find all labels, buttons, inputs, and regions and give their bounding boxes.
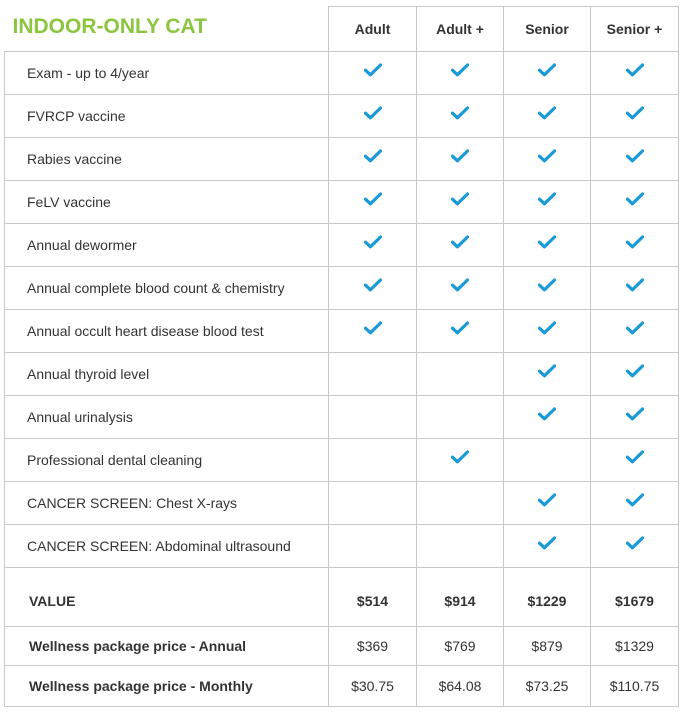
checkmark-icon	[538, 192, 556, 206]
included-cell-senior	[504, 180, 591, 223]
checkmark-icon	[364, 63, 382, 77]
checkmark-icon	[626, 407, 644, 421]
checkmark-icon	[626, 235, 644, 249]
included-cell-senior	[504, 438, 591, 481]
checkmark-icon	[626, 278, 644, 292]
checkmark-icon	[451, 106, 469, 120]
annual-price-row	[5, 626, 679, 665]
monthly-price-adult-plus: $64.08	[417, 665, 504, 706]
included-cell-senior-plus	[591, 137, 679, 180]
included-cell-senior	[504, 395, 591, 438]
service-label: Professional dental cleaning	[5, 438, 329, 481]
included-cell-senior	[504, 266, 591, 309]
table-title: INDOOR-ONLY CAT	[5, 7, 329, 52]
monthly-price-row	[5, 665, 679, 706]
included-cell-adult	[329, 223, 417, 266]
annual-price-senior-plus: $1329	[591, 626, 679, 665]
included-cell-senior-plus	[591, 180, 679, 223]
checkmark-icon	[451, 192, 469, 206]
included-cell-adult	[329, 481, 417, 524]
annual-price-adult-plus: $769	[417, 626, 504, 665]
service-label: FVRCP vaccine	[5, 94, 329, 137]
value-amount-adult: $514	[329, 567, 417, 626]
service-row	[5, 524, 679, 567]
checkmark-icon	[364, 235, 382, 249]
service-label: Exam - up to 4/year	[5, 51, 329, 94]
checkmark-icon	[364, 149, 382, 163]
included-cell-adult-plus	[417, 180, 504, 223]
included-cell-adult	[329, 309, 417, 352]
included-cell-senior-plus	[591, 524, 679, 567]
checkmark-icon	[451, 235, 469, 249]
value-amount-senior-plus: $1679	[591, 567, 679, 626]
service-row	[5, 481, 679, 524]
checkmark-icon	[364, 106, 382, 120]
included-cell-adult-plus	[417, 266, 504, 309]
checkmark-icon	[451, 63, 469, 77]
monthly-price-senior-plus: $110.75	[591, 665, 679, 706]
included-cell-adult	[329, 180, 417, 223]
service-row	[5, 223, 679, 266]
service-label: FeLV vaccine	[5, 180, 329, 223]
monthly-price-adult: $30.75	[329, 665, 417, 706]
services-list	[5, 51, 679, 567]
value-amount-adult-plus: $914	[417, 567, 504, 626]
checkmark-icon	[538, 63, 556, 77]
included-cell-adult	[329, 352, 417, 395]
value-amount-senior: $1229	[504, 567, 591, 626]
value-row	[5, 567, 679, 626]
included-cell-senior	[504, 51, 591, 94]
included-cell-adult	[329, 94, 417, 137]
included-cell-adult-plus	[417, 395, 504, 438]
included-cell-adult	[329, 438, 417, 481]
monthly-price-label: Wellness package price - Monthly	[5, 665, 329, 706]
included-cell-senior-plus	[591, 352, 679, 395]
included-cell-adult-plus	[417, 524, 504, 567]
included-cell-senior-plus	[591, 309, 679, 352]
checkmark-icon	[626, 536, 644, 550]
included-cell-adult-plus	[417, 481, 504, 524]
service-label: Annual complete blood count & chemistry	[5, 266, 329, 309]
included-cell-adult-plus	[417, 352, 504, 395]
service-label: Rabies vaccine	[5, 137, 329, 180]
annual-price-adult: $369	[329, 626, 417, 665]
checkmark-icon	[538, 536, 556, 550]
checkmark-icon	[451, 278, 469, 292]
included-cell-adult-plus	[417, 309, 504, 352]
checkmark-icon	[626, 364, 644, 378]
service-row	[5, 395, 679, 438]
service-row	[5, 94, 679, 137]
service-row	[5, 352, 679, 395]
checkmark-icon	[626, 321, 644, 335]
checkmark-icon	[538, 493, 556, 507]
checkmark-icon	[451, 149, 469, 163]
included-cell-adult	[329, 524, 417, 567]
service-row	[5, 137, 679, 180]
checkmark-icon	[626, 192, 644, 206]
included-cell-adult-plus	[417, 438, 504, 481]
service-label: CANCER SCREEN: Chest X-rays	[5, 481, 329, 524]
included-cell-adult	[329, 395, 417, 438]
annual-price-senior: $879	[504, 626, 591, 665]
checkmark-icon	[626, 493, 644, 507]
tier-header-senior: Senior	[504, 7, 591, 52]
checkmark-icon	[364, 321, 382, 335]
service-row	[5, 309, 679, 352]
included-cell-senior	[504, 352, 591, 395]
included-cell-senior-plus	[591, 223, 679, 266]
checkmark-icon	[538, 149, 556, 163]
included-cell-senior	[504, 481, 591, 524]
service-row	[5, 51, 679, 94]
included-cell-adult-plus	[417, 51, 504, 94]
included-cell-senior-plus	[591, 438, 679, 481]
checkmark-icon	[626, 149, 644, 163]
checkmark-icon	[538, 407, 556, 421]
checkmark-icon	[538, 278, 556, 292]
checkmark-icon	[626, 63, 644, 77]
annual-price-label: Wellness package price - Annual	[5, 626, 329, 665]
included-cell-senior-plus	[591, 94, 679, 137]
service-label: Annual thyroid level	[5, 352, 329, 395]
included-cell-senior	[504, 309, 591, 352]
tier-header-senior-plus: Senior +	[591, 7, 679, 52]
checkmark-icon	[538, 321, 556, 335]
monthly-price-senior: $73.25	[504, 665, 591, 706]
included-cell-adult-plus	[417, 94, 504, 137]
service-row	[5, 180, 679, 223]
included-cell-adult-plus	[417, 223, 504, 266]
included-cell-adult	[329, 266, 417, 309]
checkmark-icon	[538, 235, 556, 249]
tier-header-adult: Adult	[329, 7, 417, 52]
included-cell-adult	[329, 51, 417, 94]
value-label: VALUE	[5, 567, 329, 626]
checkmark-icon	[626, 450, 644, 464]
included-cell-senior-plus	[591, 481, 679, 524]
service-label: CANCER SCREEN: Abdominal ultrasound	[5, 524, 329, 567]
included-cell-senior	[504, 137, 591, 180]
service-row	[5, 266, 679, 309]
included-cell-senior-plus	[591, 395, 679, 438]
included-cell-senior	[504, 223, 591, 266]
checkmark-icon	[364, 192, 382, 206]
service-label: Annual urinalysis	[5, 395, 329, 438]
included-cell-senior	[504, 94, 591, 137]
included-cell-senior	[504, 524, 591, 567]
wellness-plan-table	[4, 6, 679, 707]
tier-header-adult-plus: Adult +	[417, 7, 504, 52]
checkmark-icon	[451, 321, 469, 335]
checkmark-icon	[364, 278, 382, 292]
service-label: Annual occult heart disease blood test	[5, 309, 329, 352]
checkmark-icon	[538, 364, 556, 378]
checkmark-icon	[538, 106, 556, 120]
checkmark-icon	[451, 450, 469, 464]
checkmark-icon	[626, 106, 644, 120]
tier-header-row	[5, 7, 679, 52]
service-label: Annual dewormer	[5, 223, 329, 266]
service-row	[5, 438, 679, 481]
included-cell-adult	[329, 137, 417, 180]
included-cell-senior-plus	[591, 266, 679, 309]
included-cell-adult-plus	[417, 137, 504, 180]
included-cell-senior-plus	[591, 51, 679, 94]
